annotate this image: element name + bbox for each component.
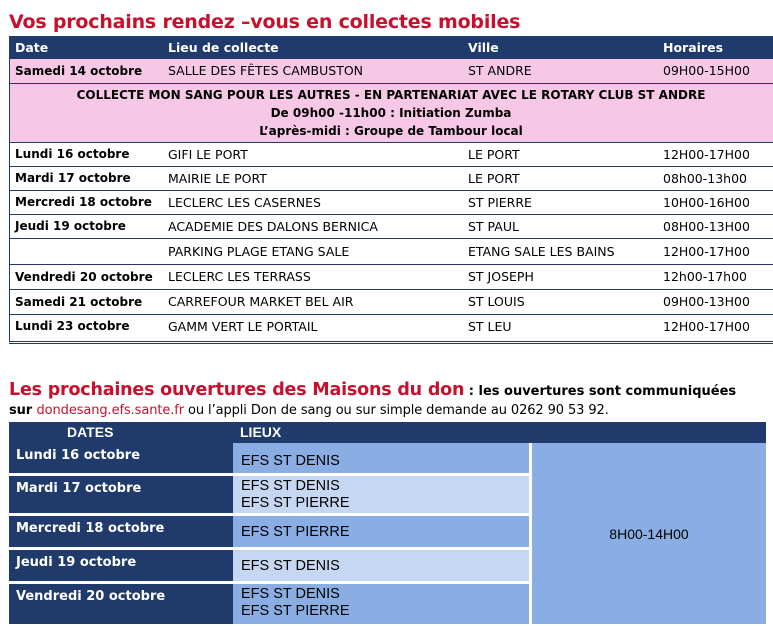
table-header-row: [9, 422, 766, 443]
row-date: Mardi 17 octobre: [9, 476, 233, 516]
header-hours: Horaires: [657, 36, 773, 59]
row-places: [233, 476, 529, 516]
row-city: LE PORT: [468, 146, 520, 162]
row-place: PARKING PLAGE ETANG SALE: [168, 243, 350, 259]
row-date: Samedi 21 octobre: [15, 294, 143, 309]
place-name: EFS ST DENIS: [241, 478, 340, 494]
row-date: Jeudi 19 octobre: [9, 550, 233, 584]
row-date: Vendredi 20 octobre: [15, 269, 153, 284]
row-hours: 12H00-17H00: [663, 318, 750, 334]
place-name: EFS ST PIERRE: [241, 603, 350, 619]
place-name: EFS ST DENIS: [241, 586, 340, 602]
row-hours: 09H00-13H00: [663, 294, 750, 309]
row-city: ST PIERRE: [468, 194, 532, 210]
row-place: SALLE DES FÊTES CAMBUSTON: [162, 59, 462, 83]
row-date: Vendredi 20 octobre: [9, 584, 233, 624]
row-place: LECLERC LES CASERNES: [168, 194, 321, 210]
row-places: [233, 443, 529, 476]
section2-title-main: Les prochaines ouvertures des Maisons du don: [9, 380, 465, 400]
row-hours: 08H00-13H00: [663, 218, 750, 234]
info-end: .: [604, 403, 609, 418]
opening-hours: 8H00-14H00: [609, 525, 689, 542]
header-places: LIEUX: [240, 424, 282, 440]
row-hours: 09H00-15H00: [657, 59, 773, 83]
row-date: Mercredi 18 octobre: [9, 516, 233, 550]
table-row: [9, 142, 773, 166]
row-date: Mardi 17 octobre: [15, 171, 131, 185]
phone-number: 0262 90 53 92: [510, 403, 605, 418]
row-hours: 12H00-17H00: [663, 146, 750, 162]
row-city: ST ANDRE: [462, 59, 657, 83]
section2-title: [9, 380, 736, 400]
table-row: [9, 214, 773, 238]
table-row: [9, 584, 529, 624]
event-note-line: De 09h00 -11h00 : Initiation Zumba: [270, 105, 512, 120]
info-middle: ou l’appli Don de sang ou sur simple demande au: [184, 403, 511, 418]
header-city: Ville: [462, 36, 657, 59]
place-name: EFS ST PIERRE: [241, 524, 350, 540]
table-header-row: [9, 36, 773, 59]
place-name: EFS ST DENIS: [241, 453, 340, 469]
row-hours: 12h00-17h00: [663, 269, 747, 284]
section1-title: Vos prochains rendez –vous en collectes mobiles: [9, 11, 521, 33]
row-place: LECLERC LES TERRASS: [168, 269, 311, 284]
row-place: MAIRIE LE PORT: [168, 170, 267, 186]
event-note-row: [9, 83, 773, 142]
row-place: GAMM VERT LE PORTAIL: [168, 318, 318, 334]
table-row: [9, 264, 773, 289]
table-row: [9, 550, 529, 584]
row-date: Mercredi 18 octobre: [15, 195, 152, 209]
row-date: Jeudi 19 octobre: [15, 219, 126, 233]
row-city: LE PORT: [468, 170, 520, 186]
place-name: EFS ST PIERRE: [241, 495, 350, 511]
website-link[interactable]: dondesang.efs.sante.fr: [36, 403, 184, 418]
section2-title-rest: : les ouvertures sont communiquées: [464, 384, 737, 399]
opening-hours-cell: [529, 443, 766, 624]
info-prefix: sur: [9, 403, 37, 418]
row-city: ST PAUL: [468, 218, 519, 234]
table-row: [9, 443, 529, 476]
event-note: [9, 83, 773, 142]
row-hours: 08h00-13h00: [663, 170, 747, 186]
row-hours: 10H00-16H00: [663, 194, 750, 210]
row-places: [233, 584, 529, 624]
table-row: [9, 516, 529, 550]
header-date: Date: [9, 36, 162, 59]
info-line: [9, 403, 609, 418]
row-date: Lundi 23 octobre: [15, 318, 130, 333]
mobile-collections-table: [9, 36, 773, 344]
row-date: Lundi 16 octobre: [15, 147, 130, 161]
event-note-line: L’après-midi : Groupe de Tambour local: [259, 123, 523, 138]
table-row: [9, 190, 773, 214]
event-note-line: COLLECTE MON SANG POUR LES AUTRES - EN PARTENARIAT AVEC LE ROTARY CLUB ST ANDRE: [76, 87, 706, 102]
row-date: Samedi 14 octobre: [9, 59, 162, 83]
row-hours: 12H00-17H00: [663, 243, 750, 259]
table-row: [9, 289, 773, 314]
table-row: [9, 238, 773, 264]
maisons-du-don-table: [9, 422, 766, 624]
row-places: [233, 516, 529, 550]
row-places: [233, 550, 529, 584]
row-date: [9, 238, 162, 264]
row-place: GIFI LE PORT: [168, 146, 248, 162]
table-row: [9, 59, 773, 83]
place-name: EFS ST DENIS: [241, 558, 340, 574]
row-city: ST LOUIS: [468, 294, 525, 309]
row-date: Lundi 16 octobre: [9, 443, 233, 476]
header-dates: DATES: [67, 424, 114, 440]
row-city: ETANG SALE LES BAINS: [468, 243, 615, 259]
table-row: [9, 166, 773, 190]
row-place: CARREFOUR MARKET BEL AIR: [168, 294, 354, 309]
row-city: ST JOSEPH: [468, 269, 534, 284]
table-row: [9, 476, 529, 516]
row-city: ST LEU: [468, 318, 512, 334]
table-row: [9, 314, 773, 343]
row-place: ACADEMIE DES DALONS BERNICA: [168, 218, 378, 234]
header-place: Lieu de collecte: [162, 36, 462, 59]
